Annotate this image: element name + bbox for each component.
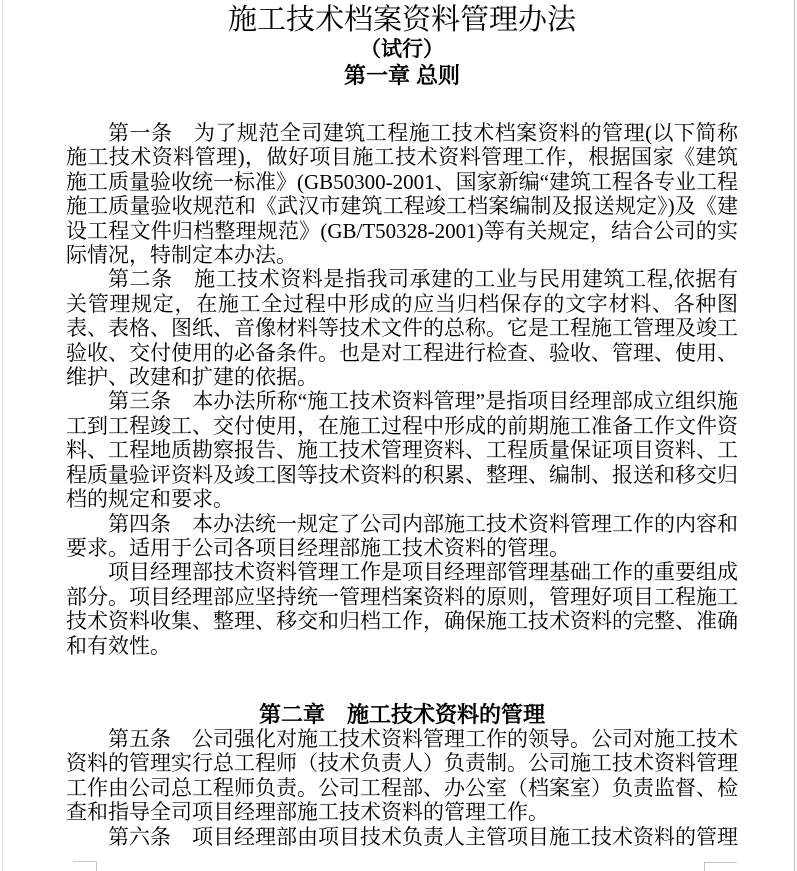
paragraph-article-6-partial: 第六条 项目经理部由项目技术负责人主管项目施工技术资料的管理 [108, 824, 738, 849]
paragraph-article-4: 第四条 本办法统一规定了公司内部施工技术资料管理工作的内容和要求。适用于公司各项目经理部施工技术资料的管理。 [66, 511, 738, 560]
paragraph-article-5: 第五条 公司强化对施工技术资料管理工作的领导。公司对施工技术资料的管理实行总工程师（技术负责人）负责制。公司施工技术资料管理工作由公司总工程师负责。公司工程部、办公室（档案室）负责监督、检查和指导全司项目经理部施工技术资料的管理工作。 [66, 726, 738, 825]
chapter-2-heading: 第二章 施工技术资料的管理 [258, 701, 545, 727]
text-boundary-mark-left [73, 861, 97, 871]
text-boundary-mark-right [704, 862, 737, 871]
paragraph-article-4-continued: 项目经理部技术资料管理工作是项目经理部管理基础工作的重要组成部分。项目经理部应坚持统一管理档案资料的原则，管理好项目工程施工技术资料收集、整理、移交和归档工作，确保施工技术资料的完整、准确和有效性。 [66, 560, 738, 658]
paragraph-article-1: 第一条 为了规范全司建筑工程施工技术档案资料的管理(以下简称施工技术资料管理)，做好项目施工技术资料管理工作，根据国家《建筑施工质量验收统一标准》(GB50300-2001、国家新编“建筑工程各专业工程施工质量验收规范和《武汉市建筑工程竣工档案编制及报送规定》)及《建设工程文件归档整理规范》(GB/T50328-2001)等有关规定，结合公司的实际情况，特制定本办法。 [66, 121, 738, 268]
document-subtitle: （试行） [360, 38, 444, 61]
page-right-edge [794, 0, 795, 871]
chapter-2-section [66, 702, 738, 849]
document-title: 施工技术档案资料管理办法 [227, 4, 576, 36]
page-left-edge [2, 0, 3, 871]
paragraph-article-3: 第三条 本办法所称“施工技术资料管理”是指项目经理部成立组织施工到工程竣工、交付使用，在施工过程中形成的前期施工准备工作文件资料、工程地质勘察报告、施工技术管理资料、工程质量保证项目资料、工程质量验评资料及竣工图等技术资料的积累、整理、编制、报送和移交归档的规定和要求。 [66, 389, 738, 512]
paragraph-article-2: 第二条 施工技术资料是指我司承建的工业与民用建筑工程,依据有关管理规定，在施工全过程中形成的应当归档保存的文字材料、各种图表、表格、图纸、音像材料等技术文件的总称。它是工程施工管理及竣工验收、交付使用的必备条件。也是对工程进行检查、验收、管理、使用、维护、改建和扩建的依据。 [66, 267, 738, 390]
chapter-1-heading: 第一章 总则 [343, 63, 461, 88]
chapter-1-section [66, 62, 738, 658]
document-content [66, 0, 738, 849]
